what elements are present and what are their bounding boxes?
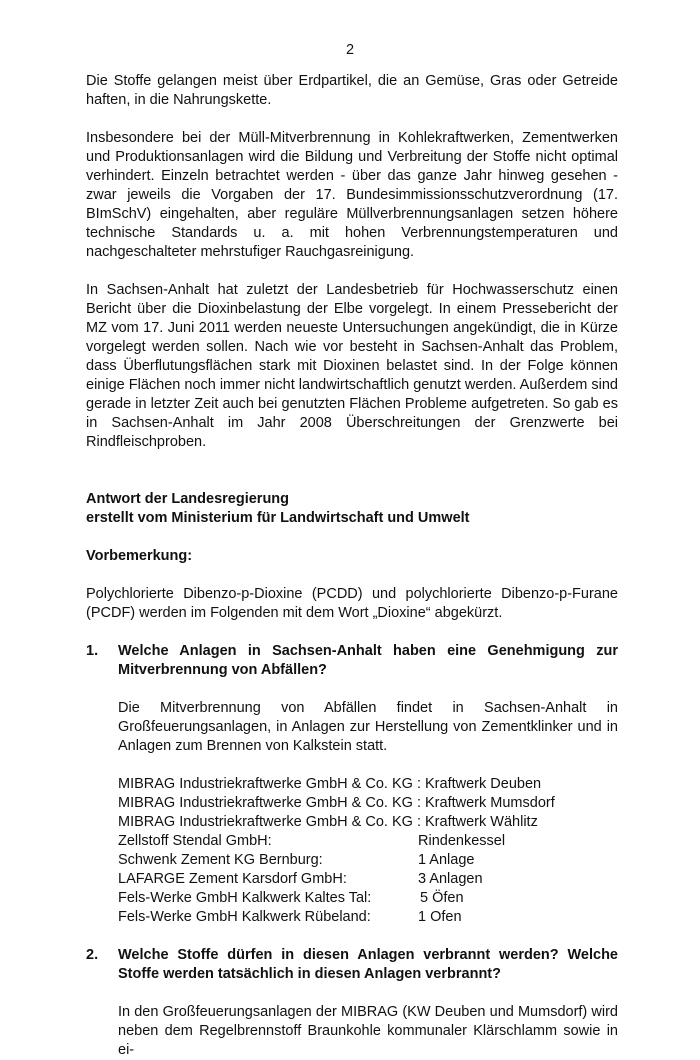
facility-row [118,832,618,851]
facility-name: MIBRAG Industriekraftwerke GmbH & Co. KG [118,795,413,811]
facility-row [118,794,618,813]
preliminary-text: Polychlorierte Dibenzo-p-Dioxine (PCDD) und polychlorierte Dibenzo-p-Furane (PCDF) werden im Folgenden mit dem Wort „Dioxine“ abgekürzt. [86,586,618,621]
question-1-number: 1. [86,643,99,659]
facility-name: LAFARGE Zement Karsdorf GmbH: [118,871,347,887]
facility-value: Rindenkessel [418,833,506,849]
answer-heading-line1: Antwort der Landesregierung [86,491,290,507]
facility-list [118,775,618,927]
question-1-text: Welche Anlagen in Sachsen-Anhalt haben eine Genehmigung zur Mitverbrennung von Abfällen? [118,643,618,678]
facility-row [118,851,618,870]
preliminary-heading: Vorbemerkung: [86,548,193,564]
answer-2-text: In den Großfeuerungsanlagen der MIBRAG (KW Deuben und Mumsdorf) wird neben dem Regelbrennstoff Braunkohle kommunaler Klärschlamm sowie in ei- [118,1004,618,1058]
facility-value: 1 Anlage [418,852,475,868]
question-2-text: Welche Stoffe dürfen in diesen Anlagen verbrannt werden? Welche Stoffe werden tatsächlich in diesen Anlagen verbrannt? [118,947,618,982]
facility-row [118,775,618,794]
facility-row [118,813,618,832]
facility-name: MIBRAG Industriekraftwerke GmbH & Co. KG [118,776,413,792]
facility-name: Fels-Werke GmbH Kalkwerk Rübeland: [118,909,371,925]
intro-paragraph-1: Die Stoffe gelangen meist über Erdpartikel, die an Gemüse, Gras oder Getreide haften, in die Nahrungskette. [86,73,618,108]
facility-value: 5 Öfen [420,890,464,906]
facility-separator: : [412,776,426,792]
facility-value: Kraftwerk Mumsdorf [425,795,555,811]
facility-value: Kraftwerk Deuben [425,776,542,792]
answer-heading-line2: erstellt vom Ministerium für Landwirtschaft und Umwelt [86,510,470,526]
facility-row [118,870,618,889]
facility-value: Kraftwerk Wählitz [425,814,538,830]
question-1 [86,642,618,680]
answer-1-text: Die Mitverbrennung von Abfällen findet in Sachsen-Anhalt in Großfeuerungsanlagen, in Anlagen zur Herstellung von Zementklinker und in Anlagen zum Brennen von Kalkstein statt. [118,700,618,754]
facility-value: 1 Ofen [418,909,462,925]
question-2-number: 2. [86,947,99,963]
facility-name: Zellstoff Stendal GmbH: [118,833,272,849]
page-number: 2 [345,42,355,58]
document-body [86,72,618,1060]
facility-value: 3 Anlagen [418,871,483,887]
facility-name: Schwenk Zement KG Bernburg: [118,852,323,868]
facility-separator: : [412,814,426,830]
facility-separator: : [412,795,426,811]
intro-paragraph-3: In Sachsen-Anhalt hat zuletzt der Landesbetrieb für Hochwasserschutz einen Bericht über die Dioxinbelastung der Elbe vorgelegt. In einem Pressebericht der MZ vom 17. Juni 2011 werden neueste Untersuchungen angekündigt, die in Kürze vorgelegt werden sollen. Nach wie vor besteht in Sachsen-Anhalt das Problem, dass Überflutungsflächen stark mit Dioxinen belastet sind. In der Folge können einige Flächen noch immer nicht landwirtschaftlich genutzt werden. Außerdem sind gerade in letzter Zeit auch bei genutzten Flächen Probleme aufgetreten. So gab es in Sachsen-Anhalt im Jahr 2008 Überschreitungen der Grenzwerte bei Rindfleischproben. [86,282,618,450]
facility-row [118,889,618,908]
intro-paragraph-2: Insbesondere bei der Müll-Mitverbrennung in Kohlekraftwerken, Zementwerken und Produktionsanlagen wird die Bildung und Verbreitung der Stoffe nicht optimal verhindert. Einzeln betrachtet werden - über das ganze Jahr hinweg gesehen - zwar jeweils die Vorgaben der 17. Bundesimmissionsschutzverordnung (17. BImSchV) eingehalten, aber reguläre Müllverbrennungsanlagen setzen höhere technische Standards u. a. mit hohen Verbrennungstemperaturen und nachgeschalteter mehrstufiger Rauchgasreinigung. [86,130,618,260]
question-2 [86,946,618,984]
facility-name: Fels-Werke GmbH Kalkwerk Kaltes Tal: [118,890,372,906]
facility-name: MIBRAG Industriekraftwerke GmbH & Co. KG [118,814,413,830]
facility-row [118,908,618,927]
